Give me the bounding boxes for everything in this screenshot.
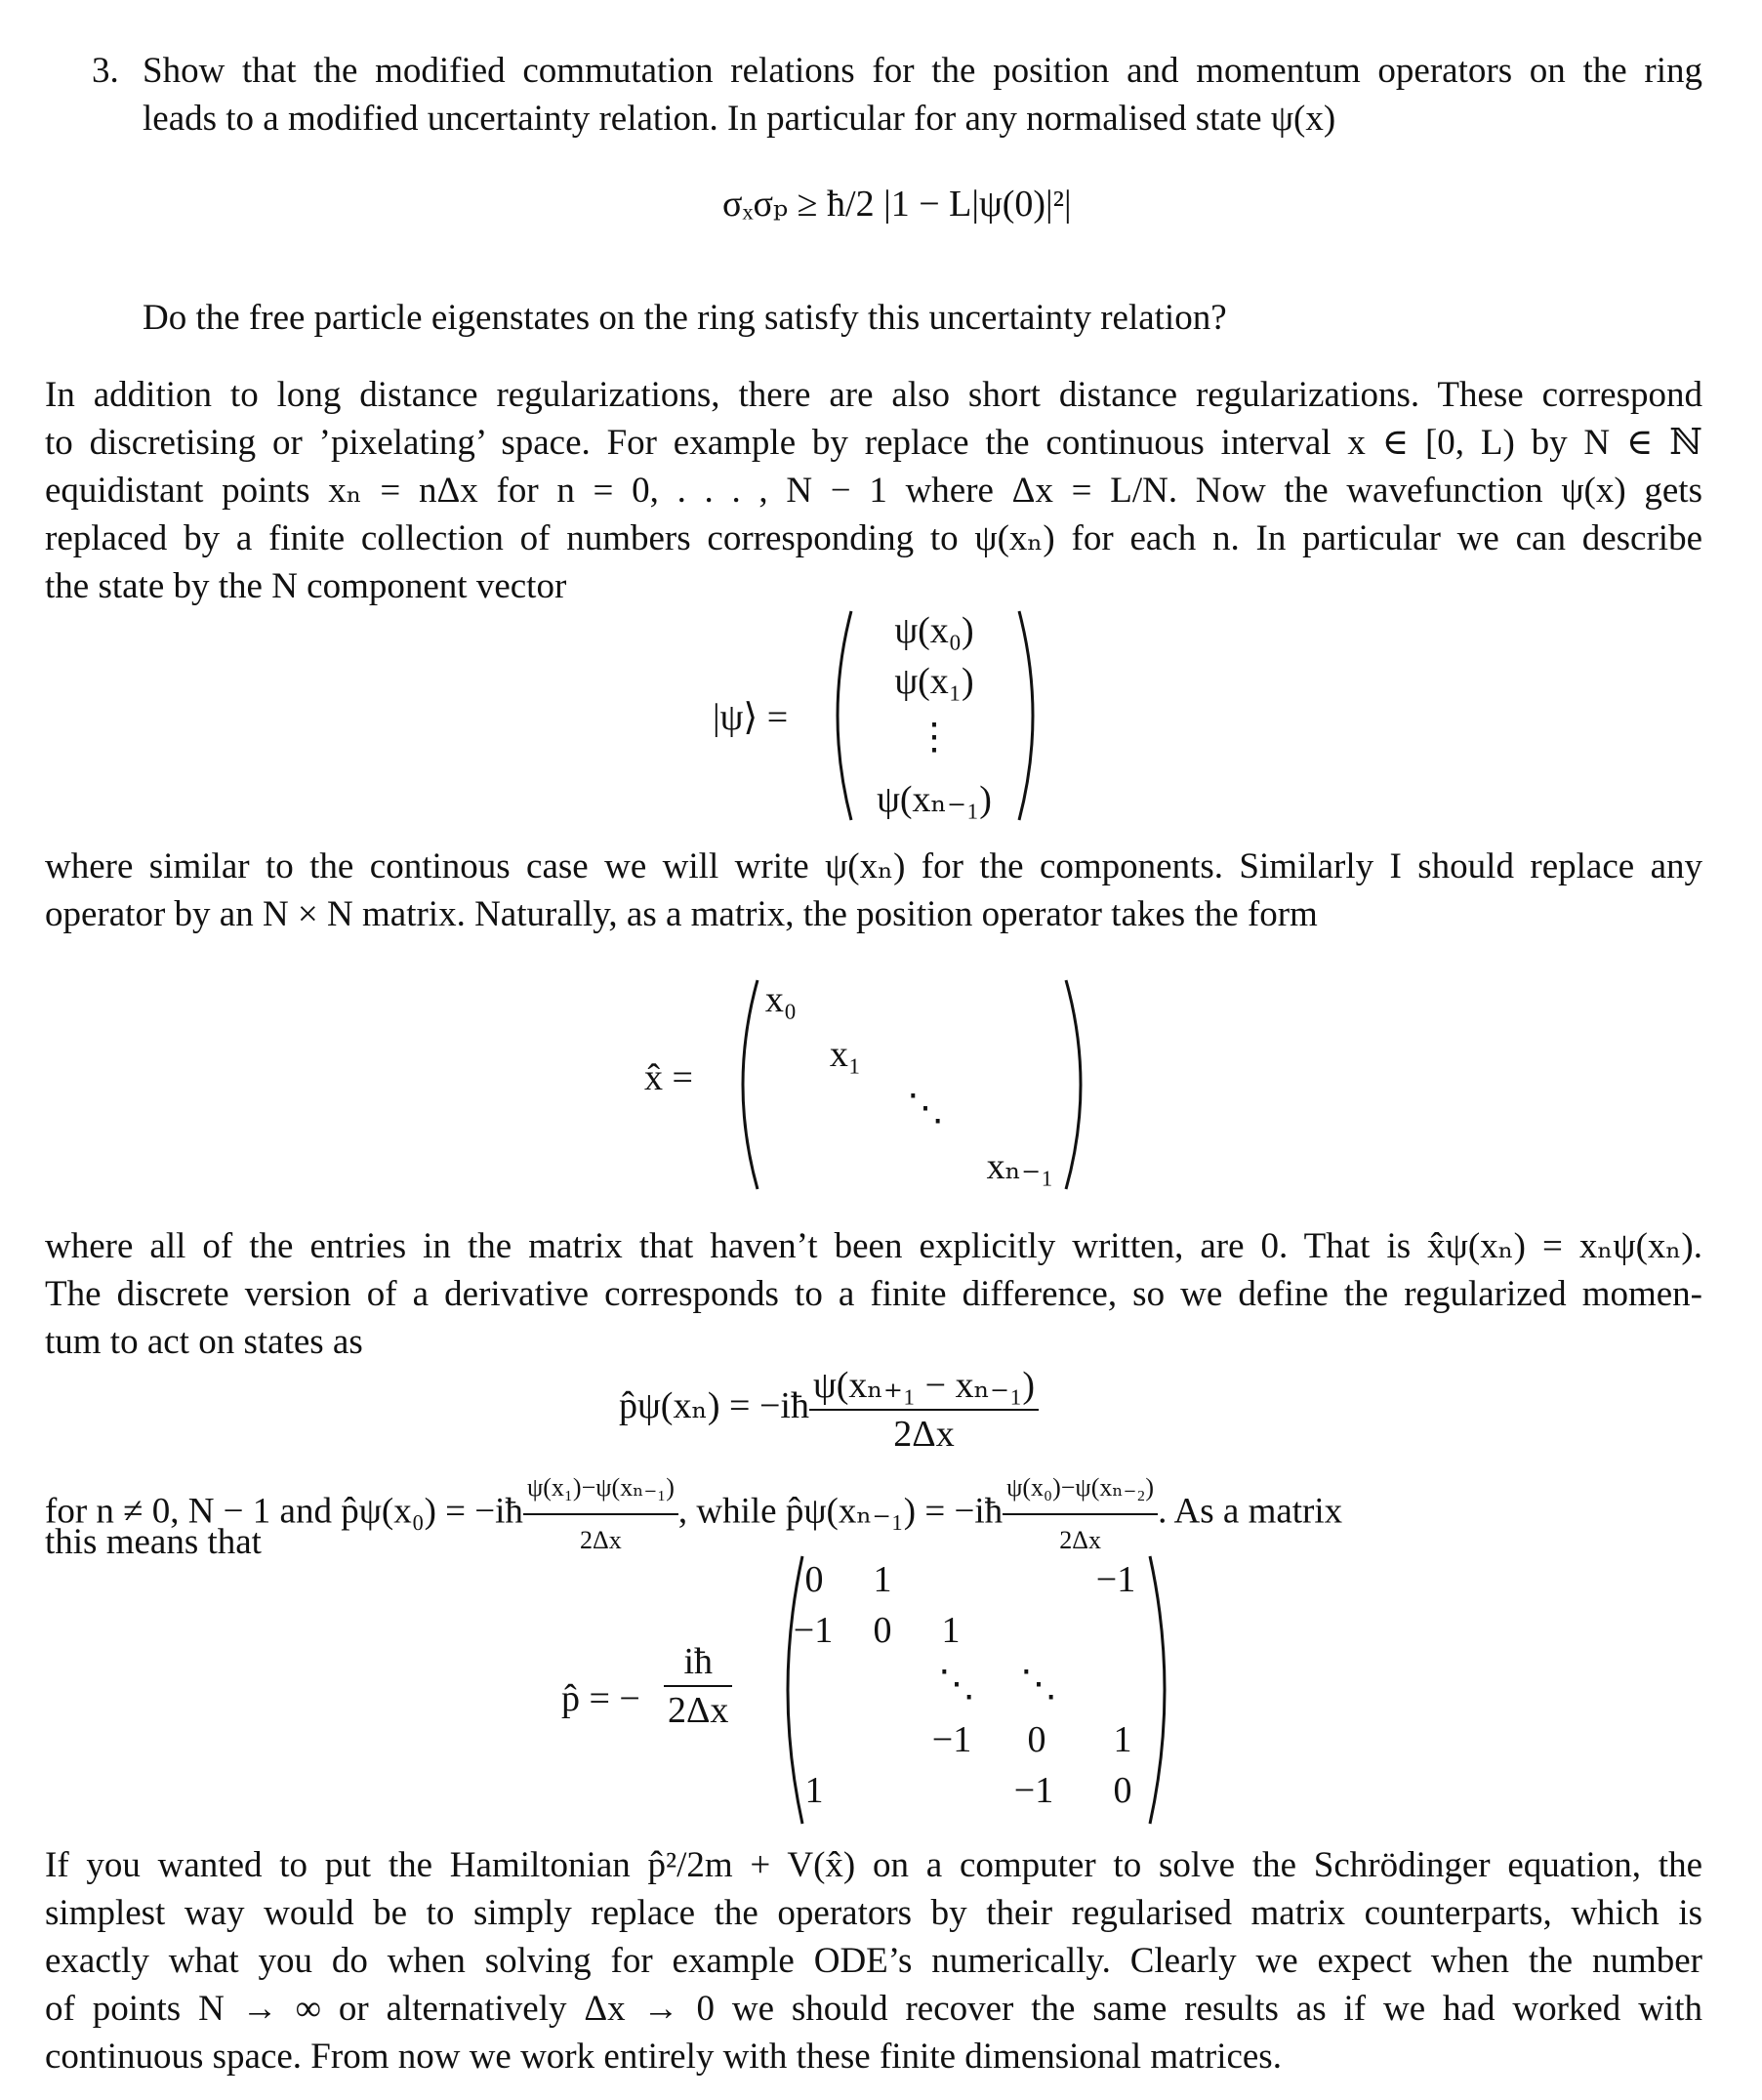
position-matrix-lhs: x̂ = — [644, 1057, 693, 1098]
momentum-definition-lhs: p̂ψ(xₙ) = −iħ — [619, 1385, 809, 1427]
state-vector-right-paren — [1011, 607, 1050, 824]
paragraph3-line-2: The discrete version of a derivative corresponds to a finite difference, so we define the regularized momen- — [45, 1274, 1702, 1314]
momentum-matrix-lhs: p̂ = − — [561, 1678, 640, 1719]
p-entry-r1c1: 0 — [804, 1559, 824, 1600]
p-entry-r4c3: −1 — [931, 1719, 972, 1760]
position-matrix-entry-1: x₁ — [829, 1034, 862, 1075]
paragraph1-line-5: the state by the N component vector — [45, 566, 567, 606]
momentum-definition-denominator: 2Δx — [809, 1409, 1039, 1456]
p-entry-r2c3: 1 — [941, 1610, 961, 1651]
paragraph5-line-3: exactly what you do when solving for example ODE’s numerically. Clearly we expect when the number — [45, 1941, 1702, 1981]
uncertainty-relation: σₓσₚ ≥ ħ/2 |1 − L|ψ(0)|²| — [722, 184, 1072, 225]
p-entry-r5c1: 1 — [804, 1770, 824, 1811]
momentum-definition-numerator: ψ(xₙ₊₁ − xₙ₋₁) — [812, 1365, 1035, 1406]
momentum-matrix-prefactor-den: 2Δx — [664, 1685, 732, 1732]
p-entry-r2c1: −1 — [793, 1610, 834, 1651]
p-entry-r4c5: 1 — [1113, 1719, 1132, 1760]
paragraph5-line-2: simplest way would be to simply replace the operators by their regularised matrix counterparts, which is — [45, 1893, 1702, 1933]
boundary-frac2-numerator: ψ(x₀)−ψ(xₙ₋₂) — [1006, 1473, 1155, 1502]
p-entry-r1c2: 1 — [873, 1559, 892, 1600]
paragraph2-line-1: where similar to the continous case we will write ψ(xₙ) for the components. Similarly I should replace any — [45, 846, 1702, 886]
momentum-matrix-prefactor-num: iħ — [683, 1641, 713, 1682]
position-matrix-entry-3: xₙ₋₁ — [986, 1146, 1054, 1187]
momentum-matrix-right-paren — [1142, 1552, 1185, 1828]
paragraph1-line-2: to discretising or ’pixelating’ space. For example by replace the continuous interval x ∈ [0, L) by N ∈ ℕ — [45, 423, 1702, 463]
momentum-definition — [619, 1363, 1039, 1456]
momentum-matrix-prefactor — [664, 1640, 732, 1732]
p-entry-r3c4: ⋱ — [1020, 1664, 1057, 1705]
p-entry-r2c2: 0 — [873, 1610, 892, 1651]
boundary-frac1-denominator: 2Δx — [523, 1513, 678, 1564]
problem-number: 3. — [92, 51, 119, 91]
p-entry-r3c3: ⋱ — [938, 1664, 975, 1705]
paragraph1-line-4: replaced by a finite collection of numbers corresponding to ψ(xₙ) for each n. In particular we can describe — [45, 518, 1702, 558]
position-matrix-right-paren — [1058, 976, 1101, 1193]
boundary-frac1-numerator: ψ(x₁)−ψ(xₙ₋₁) — [526, 1473, 675, 1502]
position-matrix-entry-2: ⋱ — [907, 1088, 944, 1129]
state-vector-entry-0: ψ(x₀) — [894, 610, 974, 651]
p-entry-r4c4: 0 — [1027, 1719, 1046, 1760]
paragraph5-line-1: If you wanted to put the Hamiltonian p̂²/2m + V(x̂) on a computer to solve the Schrödinger equation, the — [45, 1845, 1702, 1885]
boundary-frac2-denominator: 2Δx — [1003, 1513, 1158, 1564]
paragraph3-line-1: where all of the entries in the matrix that haven’t been explicitly written, are 0. That is x̂ψ(xₙ) = xₙψ(xₙ). — [45, 1226, 1702, 1266]
p-entry-r1c5: −1 — [1095, 1559, 1136, 1600]
state-vector-entry-1: ψ(x₁) — [894, 661, 974, 702]
p-entry-r5c4: −1 — [1013, 1770, 1054, 1811]
paragraph4-part1: for n ≠ 0, N − 1 and p̂ψ(x₀) = −iħ — [45, 1491, 523, 1532]
problem-line-1: Show that the modified commutation relations for the position and momentum operators on the ring — [143, 51, 1702, 91]
state-vector-lhs: |ψ⟩ = — [713, 697, 789, 738]
paragraph3-line-3: tum to act on states as — [45, 1322, 363, 1362]
paragraph1-line-3: equidistant points xₙ = nΔx for n = 0, . . . , N − 1 where Δx = L/N. Now the wavefunction ψ(x) gets — [45, 471, 1702, 511]
problem-question: Do the free particle eigenstates on the ring satisfy this uncertainty relation? — [143, 298, 1227, 338]
state-vector-entry-2: ⋮ — [916, 717, 953, 758]
p-entry-r5c5: 0 — [1113, 1770, 1132, 1811]
paragraph5-line-5: continuous space. From now we work entirely with these finite dimensional matrices. — [45, 2037, 1282, 2077]
problem-line-2: leads to a modified uncertainty relation. In particular for any normalised state ψ(x) — [143, 99, 1336, 139]
paragraph1-line-1: In addition to long distance regularizations, there are also short distance regularizations. These correspond — [45, 375, 1702, 415]
paragraph5-line-4: of points N → ∞ or alternatively Δx → 0 we should recover the same results as if we had worked with — [45, 1989, 1702, 2029]
paragraph4-part2: , while p̂ψ(xₙ₋₁) = −iħ — [677, 1491, 1004, 1532]
state-vector-entry-3: ψ(xₙ₋₁) — [877, 779, 992, 820]
paragraph4-part3: . As a matrix — [1158, 1491, 1343, 1532]
position-matrix-entry-0: x₀ — [764, 979, 798, 1020]
paragraph4-line-2: this means that — [45, 1522, 262, 1562]
paragraph2-line-2: operator by an N × N matrix. Naturally, as a matrix, the position operator takes the form — [45, 894, 1318, 934]
